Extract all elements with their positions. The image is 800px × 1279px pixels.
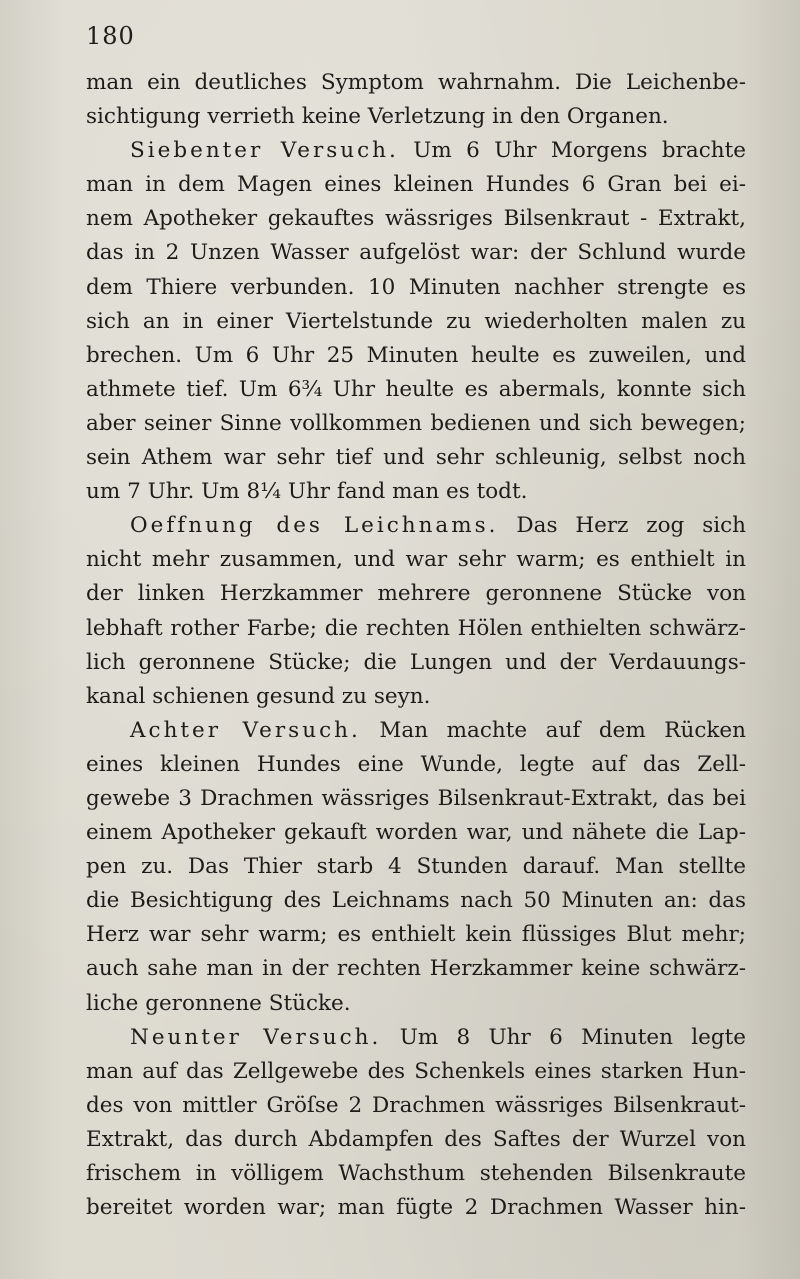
line-text: liche geronnene Stücke.	[86, 990, 351, 1016]
line-text: dem Thiere verbunden. 10 Minuten nachher strengte es	[86, 274, 746, 300]
line-text: lich geronnene Stücke; die Lungen und der Verdauungs-	[86, 649, 746, 675]
line-text: Um 6 Uhr Morgens brachte	[398, 138, 746, 164]
section-heading: Neunter Versuch.	[130, 1024, 382, 1050]
text-line	[86, 1021, 746, 1055]
line-text: frischem in völligem Wachsthum stehenden Bilsenkraute	[86, 1161, 746, 1186]
line-text: der linken Herzkammer mehrere geronnene Stücke von	[86, 581, 746, 607]
text-line	[86, 66, 746, 100]
section-heading: Siebenter Versuch.	[130, 138, 399, 164]
line-text: eines kleinen Hundes eine Wunde, legte auf das Zell-	[86, 751, 746, 777]
text-line	[86, 1089, 746, 1123]
line-text: das in 2 Unzen Wasser aufgelöst war: der Schlund wurde	[86, 240, 746, 266]
text-line	[86, 577, 746, 611]
text-line	[86, 339, 746, 373]
line-text: sich an in einer Viertelstunde zu wiederholten malen zu	[86, 308, 746, 334]
section-heading: Achter Versuch.	[130, 717, 361, 743]
line-text: einem Apotheker gekauft worden war, und nähete die Lap-	[86, 820, 746, 846]
line-text: auch sahe man in der rechten Herzkammer keine schwärz-	[86, 956, 746, 982]
text-line	[86, 271, 746, 305]
line-text: aber seiner Sinne vollkommen bedienen und sich bewegen;	[86, 410, 746, 436]
line-text: sein Athem war sehr tief und sehr schleunig, selbst noch	[86, 445, 746, 471]
text-line	[86, 441, 746, 475]
text-line	[86, 680, 746, 714]
text-line	[86, 748, 746, 782]
line-text: Das Herz zog sich	[498, 513, 746, 539]
text-line	[86, 1157, 746, 1191]
line-text: die Besichtigung des Leichnams nach 50 Minuten an: das	[86, 888, 746, 914]
line-text: Man machte auf dem Rücken	[360, 717, 746, 743]
line-text: man ein deutliches Symptom wahrnahm. Die Leichenbe-	[86, 70, 746, 95]
line-text: nem Apotheker gekauftes wässriges Bilsenkraut - Extrakt,	[86, 206, 746, 232]
line-text: Herz war sehr warm; es enthielt kein flüssiges Blut mehr;	[86, 922, 746, 948]
line-text: gewebe 3 Drachmen wässriges Bilsenkraut-Extrakt, das bei	[86, 785, 746, 811]
text-line	[86, 884, 746, 918]
text-line	[86, 918, 746, 952]
text-line	[86, 1191, 746, 1225]
text-line	[86, 543, 746, 577]
body-text	[86, 66, 746, 1225]
text-line	[86, 816, 746, 850]
text-line	[86, 134, 746, 168]
text-line	[86, 782, 746, 816]
line-text: man auf das Zellgewebe des Schenkels eines starken Hun-	[86, 1058, 746, 1084]
line-text: um 7 Uhr. Um 8¼ Uhr fand man es todt.	[86, 479, 528, 505]
text-line	[86, 612, 746, 646]
line-text: sichtigung verrieth keine Verletzung in den Organen.	[86, 104, 669, 130]
section-heading: Oeffnung des Leichnams.	[130, 513, 499, 539]
text-line	[86, 1123, 746, 1157]
line-text: brechen. Um 6 Uhr 25 Minuten heulte es zuweilen, und	[86, 342, 746, 368]
line-text: Extrakt, das durch Abdampfen des Saftes der Wurzel von	[86, 1126, 746, 1152]
text-line	[86, 305, 746, 339]
text-line	[86, 987, 746, 1021]
line-text: athmete tief. Um 6¾ Uhr heulte es abermals, konnte sich	[86, 376, 746, 402]
page-number: 180	[86, 22, 135, 50]
text-line	[86, 202, 746, 236]
text-line	[86, 236, 746, 270]
text-line	[86, 407, 746, 441]
text-line	[86, 714, 746, 748]
line-text: pen zu. Das Thier starb 4 Stunden darauf. Man stellte	[86, 854, 746, 880]
text-line	[86, 1055, 746, 1089]
line-text: nicht mehr zusammen, und war sehr warm; es enthielt in	[86, 547, 746, 573]
text-line	[86, 168, 746, 202]
line-text: kanal schienen gesund zu seyn.	[86, 683, 431, 709]
text-line	[86, 646, 746, 680]
line-text: Um 8 Uhr 6 Minuten legte	[381, 1024, 746, 1050]
line-text: bereitet worden war; man fügte 2 Drachmen Wasser hin-	[86, 1195, 746, 1221]
text-line	[86, 100, 746, 134]
text-line	[86, 850, 746, 884]
text-line	[86, 509, 746, 543]
text-line	[86, 475, 746, 509]
text-line	[86, 952, 746, 986]
line-text: des von mittler Gröſse 2 Drachmen wässriges Bilsenkraut-	[86, 1092, 746, 1118]
line-text: lebhaft rother Farbe; die rechten Hölen enthielten schwärz-	[86, 615, 746, 641]
line-text: man in dem Magen eines kleinen Hundes 6 Gran bei ei-	[86, 172, 746, 198]
text-line	[86, 373, 746, 407]
